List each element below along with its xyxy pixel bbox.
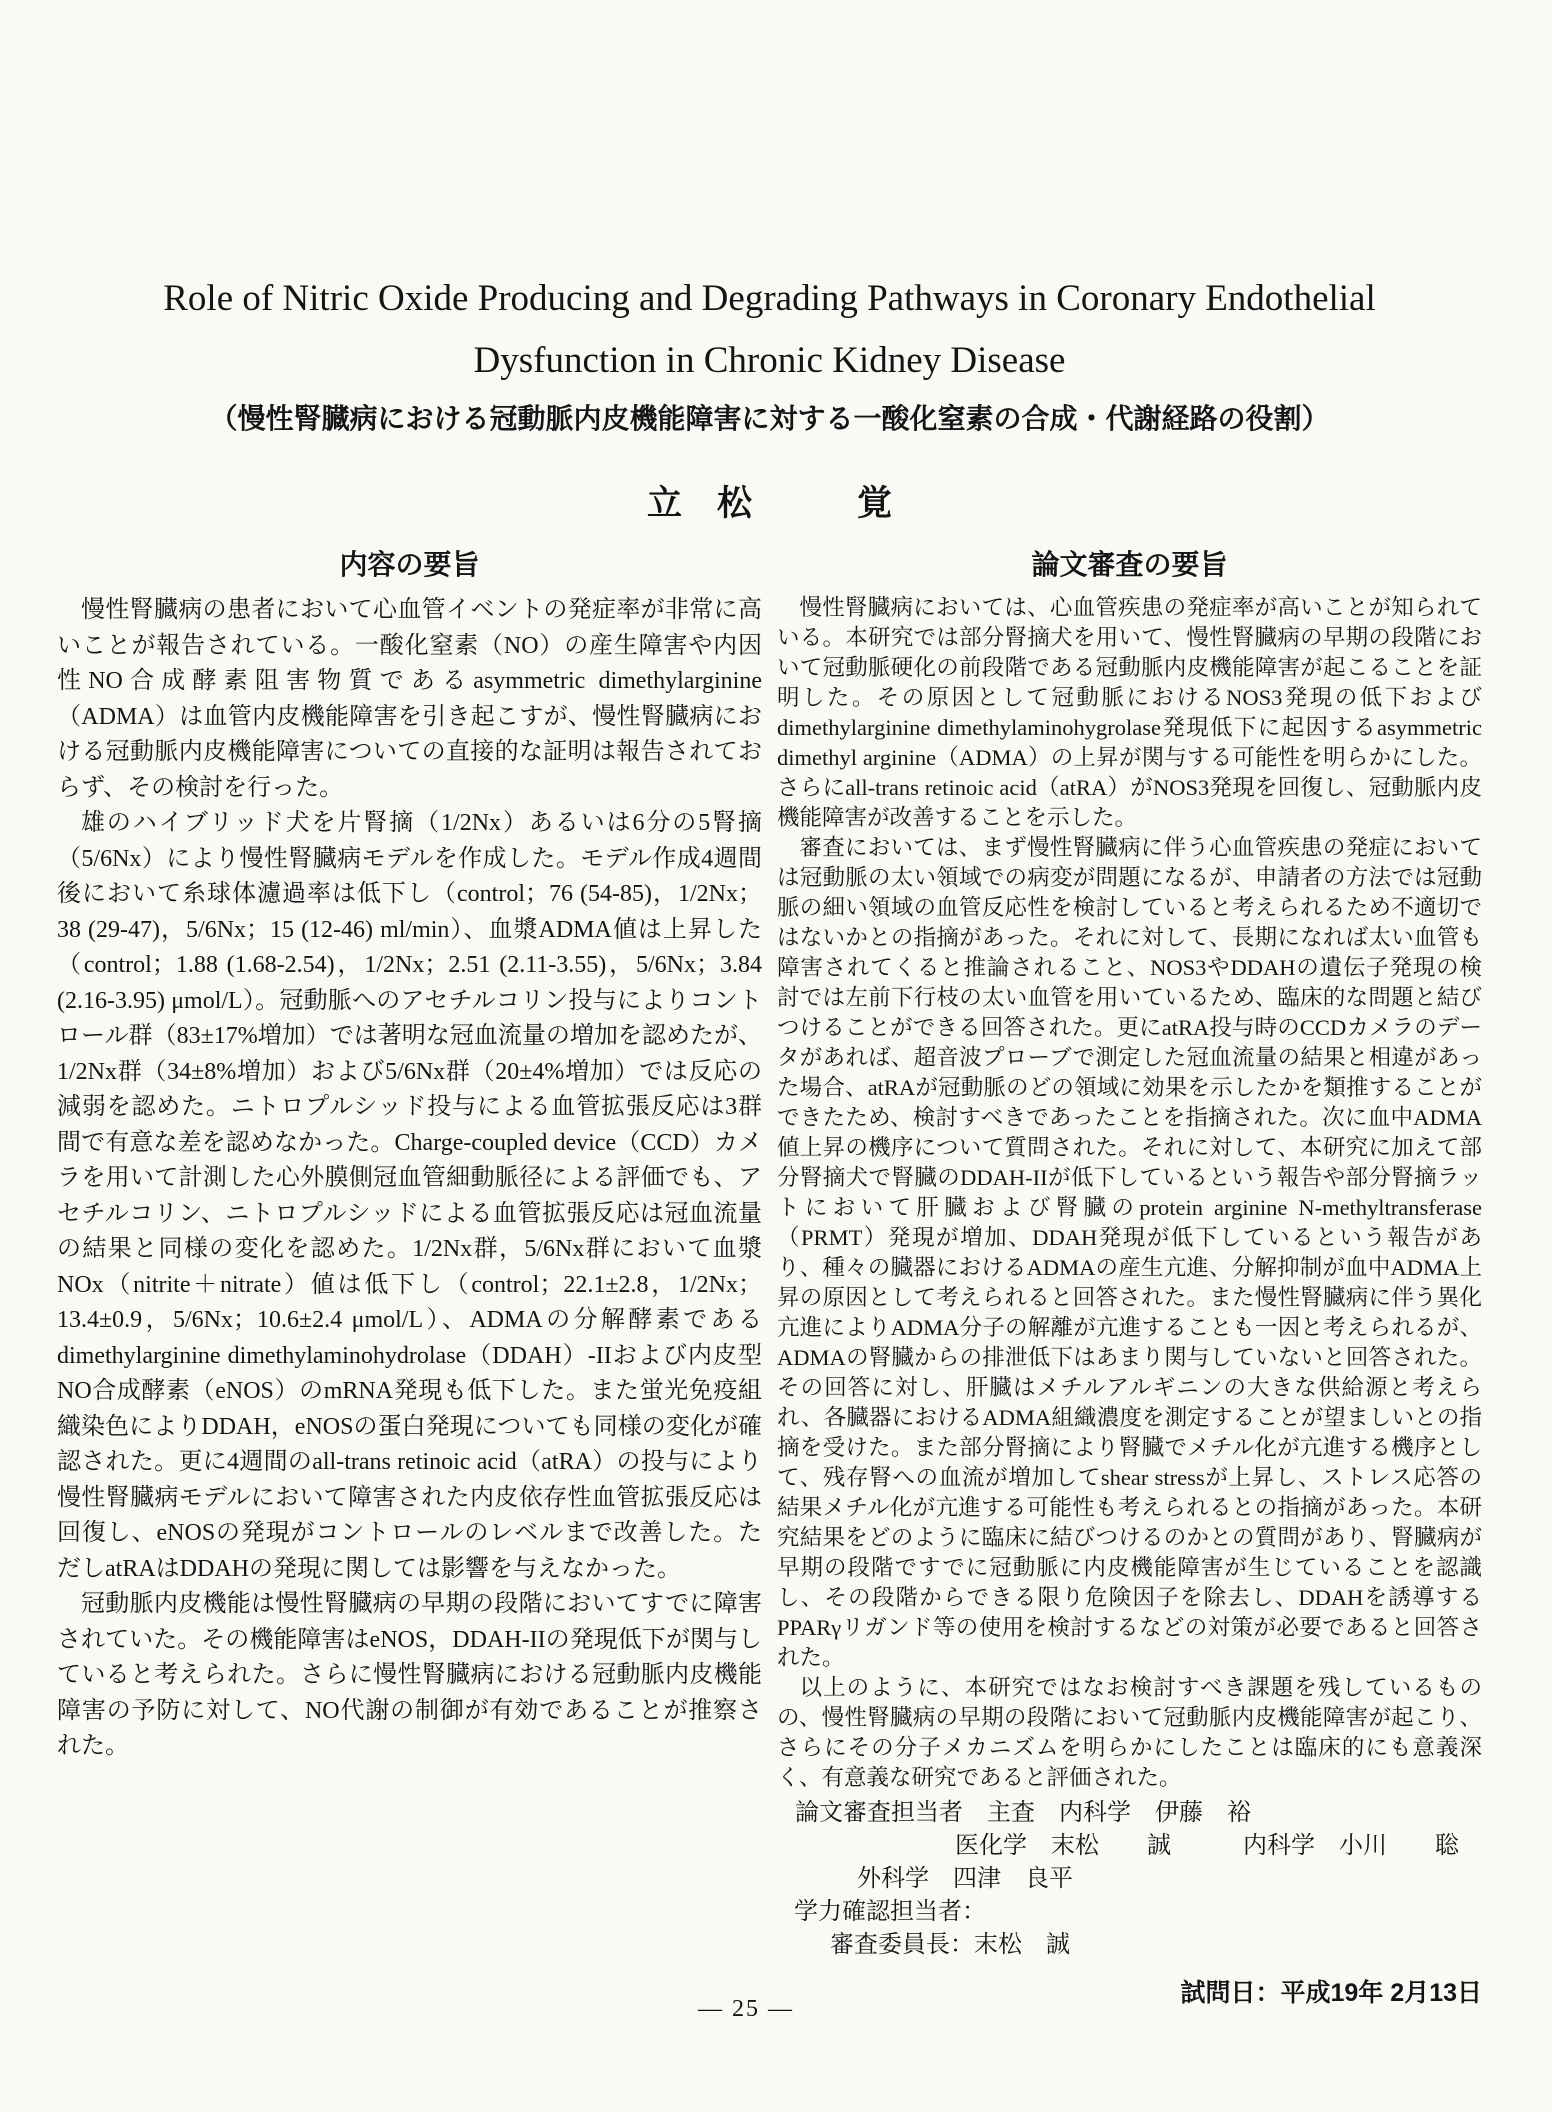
abstract-column [57, 548, 762, 2010]
author-name: 立 松 覚 [646, 484, 892, 523]
review-paragraph-3: 以上のように、本研究ではなお検討すべき課題を残しているものの、慢性腎臓病の早期の段階において冠動脈内皮機能障害が起こり、さらにその分子メカニズムを明らかにしたことは臨床的にも意義深く、有意義な研究であると評価された。 [777, 1675, 1482, 1790]
page-number: — 25 — [698, 1996, 794, 2022]
two-column-body [57, 548, 1482, 2010]
review-paragraph-1: 慢性腎臓病においては、心血管疾患の発症率が高いことが知られている。本研究では部分腎摘犬を用いて、慢性腎臓病の早期の段階において冠動脈硬化の前段階である冠動脈内皮機能障害が起こることを証明した。その原因として冠動脈におけるNOS3発現の低下およびdimethylarginine dimethylaminohygrolase発現低下に起因するasymmetric dimethyl arginine（ADMA）の上昇が関与する可能性を明らかにした。さらにall-trans retinoic acid（atRA）がNOS3発現を回復し、冠動脈内皮機能障害が改善することを示した。 [777, 595, 1482, 830]
abstract-paragraph-3: 冠動脈内皮機能は慢性腎臓病の早期の段階においてすでに障害されていた。その機能障害はeNOS，DDAH-IIの発現低下が関与していると考えられた。さらに慢性腎臓病における冠動脈内皮機能障害の予防に対して、NO代謝の制御が有効であることが推察された。 [57, 1591, 762, 1759]
committee-line-members-1: 医化学 末松 誠 内科学 小川 聡 [955, 1833, 1459, 1859]
title-english-line2: Dysfunction in Chronic Kidney Disease [473, 340, 1066, 381]
document-header [57, 268, 1482, 526]
committee-line-qualification: 学力確認担当者： [794, 1899, 986, 1925]
committee-line-chair: 審査委員長：末松 誠 [830, 1932, 1070, 1958]
review-heading: 論文審査の要旨 [1031, 549, 1228, 580]
committee-line-examiners: 論文審査担当者 主査 内科学 伊藤 裕 [795, 1800, 1251, 1826]
review-column [777, 548, 1482, 2010]
title-english-line1: Role of Nitric Oxide Producing and Degrading Pathways in Coronary Endothelial [163, 278, 1376, 319]
committee-block [777, 1797, 1482, 1962]
abstract-paragraph-1: 慢性腎臓病の患者において心血管イベントの発症率が非常に高いことが報告されている。一酸化窒素（NO）の産生障害や内因性NO合成酵素阻害物質であるasymmetric dimethylarginine（ADMA）は血管内皮機能障害を引き起こすが、慢性腎臓病における冠動脈内皮機能障害についての直接的な証明は報告されておらず、その検討を行った。 [57, 597, 762, 801]
exam-date: 試問日：平成19年 2月13日 [1180, 1979, 1482, 2007]
committee-line-members-2: 外科学 四津 良平 [857, 1866, 1073, 1892]
abstract-heading: 内容の要旨 [339, 549, 480, 580]
title-japanese-subtitle: （慢性腎臓病における冠動脈内皮機能障害に対する一酸化窒素の合成・代謝経路の役割） [209, 403, 1330, 434]
review-paragraph-2: 審査においては、まず慢性腎臓病に伴う心血管疾患の発症においては冠動脈の太い領域での病変が問題になるが、申請者の方法では冠動脈の細い領域の血管反応性を検討していると考えられるため不適切ではないかとの指摘があった。それに対して、長期になれば太い血管も障害されてくると推論されること、NOS3やDDAHの遺伝子発現の検討では左前下行枝の太い血管を用いているため、臨床的な問題と結びつけることができる回答された。更にatRA投与時のCCDカメラのデータがあれば、超音波プローブで測定した冠血流量の結果と相違があった場合、atRAが冠動脈のどの領域に効果を示したかを類推することができたため、検討すべきであったことを指摘された。次に血中ADMA値上昇の機序について質問された。それに対して、本研究に加えて部分腎摘犬で腎臓のDDAH-IIが低下しているという報告や部分腎摘ラットにおいて肝臓および腎臓のprotein arginine N-methyltransferase（PRMT）発現が増加、DDAH発現が低下しているという報告があり、種々の臓器におけるADMAの産生亢進、分解抑制が血中ADMA上昇の原因として考えられると回答された。また慢性腎臓病に伴う異化亢進によりADMA分子の解離が亢進することも一因と考えられるが、ADMAの腎臓からの排泄低下はあまり関与していないと回答された。その回答に対し、肝臓はメチルアルギニンの大きな供給源と考えられ、各臓器におけるADMA組織濃度を測定することが望ましいとの指摘を受けた。また部分腎摘により腎臓でメチル化が亢進する機序として、残存腎への血流が増加してshear stressが上昇し、ストレス応答の結果メチル化が亢進する可能性も考えられるとの指摘があった。本研究結果をどのように臨床に結びつけるのかとの質問があり、腎臓病が早期の段階ですでに冠動脈に内皮機能障害が生じていることを認識し、その段階からできる限り危険因子を除去し、DDAHを誘導するPPARγリガンド等の使用を検討するなどの対策が必要であると回答された。 [777, 835, 1482, 1670]
abstract-paragraph-2: 雄のハイブリッド犬を片腎摘（1/2Nx）あるいは6分の5腎摘（5/6Nx）により慢性腎臓病モデルを作成した。モデル作成4週間後において糸球体濾過率は低下し（control；76 (54-85)，1/2Nx；38 (29-47)，5/6Nx；15 (12-46) ml/min）、血漿ADMA値は上昇した（control；1.88 (1.68-2.54)，1/2Nx；2.51 (2.11-3.55)，5/6Nx；3.84 (2.16-3.95) μmol/L）。冠動脈へのアセチルコリン投与によりコントロール群（83±17%増加）では著明な冠血流量の増加を認めたが、1/2Nx群（34±8%増加）および5/6Nx群（20±4%増加）では反応の減弱を認めた。ニトロプルシッド投与による血管拡張反応は3群間で有意な差を認めなかった。Charge-coupled device（CCD）カメラを用いて計測した心外膜側冠血管細動脈径による評価でも、アセチルコリン、ニトロプルシッドによる血管拡張反応は冠血流量の結果と同様の変化を認めた。1/2Nx群，5/6Nx群において血漿NOx（nitrite＋nitrate）値は低下し（control；22.1±2.8，1/2Nx；13.4±0.9，5/6Nx；10.6±2.4 μmol/L）、ADMAの分解酵素であるdimethylarginine dimethylaminohydrolase（DDAH）-IIおよび内皮型NO合成酵素（eNOS）のmRNA発現も低下した。また蛍光免疫組織染色によりDDAH，eNOSの蛋白発現についても同様の変化が確認された。更に4週間のall-trans retinoic acid（atRA）の投与により慢性腎臓病モデルにおいて障害された内皮依存性血管拡張反応は回復し、eNOSの発現がコントロールのレベルまで改善した。ただしatRAはDDAHの発現に関しては影響を与えなかった。 [57, 810, 762, 1582]
